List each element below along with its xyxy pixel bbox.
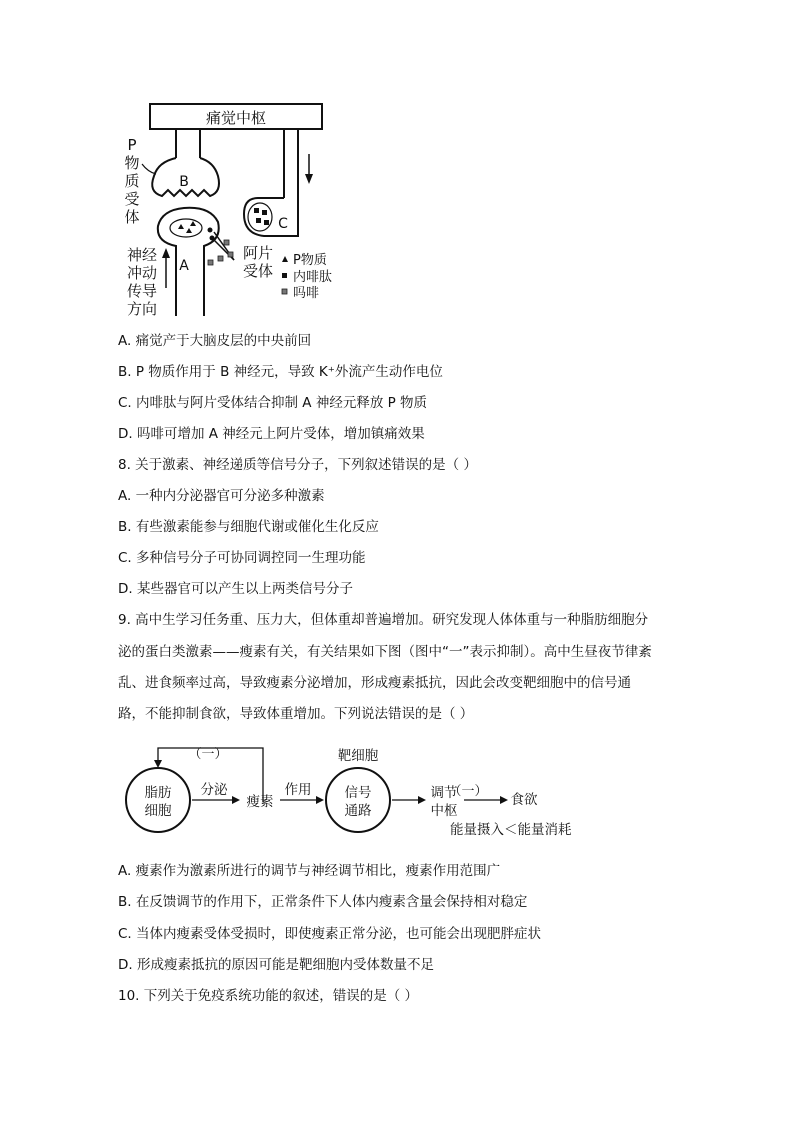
regulate-label-1: 调节 — [430, 785, 458, 801]
legend-morphine: 吗啡 — [293, 286, 320, 301]
label-a: A — [179, 258, 189, 274]
direction-label-4: 方向 — [126, 300, 158, 316]
q10-stem: 10. 下列关于免疫系统功能的叙述，错误的是（ ） — [118, 988, 419, 1004]
appetite-inhibit-label: （一） — [448, 784, 488, 799]
pain-center-label: 痛觉中枢 — [205, 109, 267, 127]
q9-stem-line-2: 泌的蛋白类激素——瘦素有关，有关结果如下图（图中“一”表示抑制）。高中生昼夜节律紊 — [118, 644, 652, 660]
energy-label: 能量摄入＜能量消耗 — [450, 822, 572, 838]
q8-stem: 8. 关于激素、神经递质等信号分子，下列叙述错误的是（ ） — [118, 457, 477, 473]
signal-label-1: 信号 — [344, 785, 372, 801]
leptin-pathway-figure — [118, 740, 598, 840]
q8-option-b: B. 有些激素能参与细胞代谢或催化生化反应 — [118, 519, 379, 535]
label-b: B — [179, 174, 189, 190]
act-label: 作用 — [284, 782, 312, 798]
p-receptor-label-ti: 体 — [124, 208, 140, 226]
regulate-label-2: 中枢 — [430, 803, 458, 819]
q7-option-b: B. P 物质作用于 B 神经元，导致 K⁺外流产生动作电位 — [118, 364, 443, 380]
filled-square-icon — [282, 273, 287, 278]
fat-cell-label-2: 细胞 — [144, 803, 172, 819]
p-receptor-label-zhi: 质 — [124, 172, 140, 190]
q8-option-d: D. 某些器官可以产生以上两类信号分子 — [118, 581, 353, 597]
leptin-label: 瘦素 — [246, 794, 274, 810]
appetite-label: 食欲 — [510, 792, 538, 808]
direction-label-3: 传导 — [126, 282, 158, 300]
signal-label-2: 通路 — [344, 803, 372, 819]
q9-stem-line-1: 9. 高中生学习任务重、压力大，但体重却普遍增加。研究发现人体体重与一种脂肪细胞分 — [118, 612, 649, 628]
q7-option-d: D. 吗啡可增加 A 神经元上阿片受体，增加镇痛效果 — [118, 426, 425, 442]
pain-pathway-figure — [118, 98, 368, 316]
triangle-icon — [282, 256, 288, 262]
target-cell-label: 靶细胞 — [337, 748, 379, 764]
direction-label-2: 冲动 — [126, 264, 158, 282]
q7-option-a: A. 痛觉产于大脑皮层的中央前回 — [118, 333, 312, 349]
q9-option-c: C. 当体内瘦素受体受损时，即使瘦素正常分泌，也可能会出现肥胖症状 — [118, 926, 542, 942]
feedback-inhibit-label: （一） — [188, 747, 228, 762]
p-receptor-label-p: P — [127, 136, 137, 154]
p-receptor-label-wu: 物 — [124, 154, 140, 172]
secrete-label: 分泌 — [200, 782, 228, 798]
q8-option-a: A. 一种内分泌器官可分泌多种激素 — [118, 488, 325, 504]
q8-option-c: C. 多种信号分子可协同调控同一生理功能 — [118, 550, 366, 566]
q9-option-a: A. 瘦素作为激素所进行的调节与神经调节相比，瘦素作用范围广 — [118, 863, 501, 879]
q9-option-b: B. 在反馈调节的作用下，正常条件下人体内瘦素含量会保持相对稳定 — [118, 894, 528, 910]
gray-square-icon — [282, 289, 287, 294]
opioid-label-1: 阿片 — [242, 244, 274, 262]
q9-stem-line-3: 乱、进食频率过高，导致瘦素分泌增加，形成瘦素抵抗，因此会改变靶细胞中的信号通 — [118, 675, 631, 691]
q7-option-c: C. 内啡肽与阿片受体结合抑制 A 神经元释放 P 物质 — [118, 395, 428, 411]
legend-endorphin: 内啡肽 — [293, 270, 333, 285]
fat-cell-label-1: 脂肪 — [144, 785, 172, 801]
legend-p-substance: P物质 — [293, 253, 327, 268]
p-receptor-label-shou: 受 — [124, 190, 140, 208]
q9-stem-line-4: 路，不能抑制食欲，导致体重增加。下列说法错误的是（ ） — [118, 706, 474, 722]
q9-option-d: D. 形成瘦素抵抗的原因可能是靶细胞内受体数量不足 — [118, 957, 434, 973]
opioid-label-2: 受体 — [242, 262, 274, 280]
direction-label-1: 神经 — [126, 246, 158, 264]
label-c: C — [278, 216, 288, 232]
